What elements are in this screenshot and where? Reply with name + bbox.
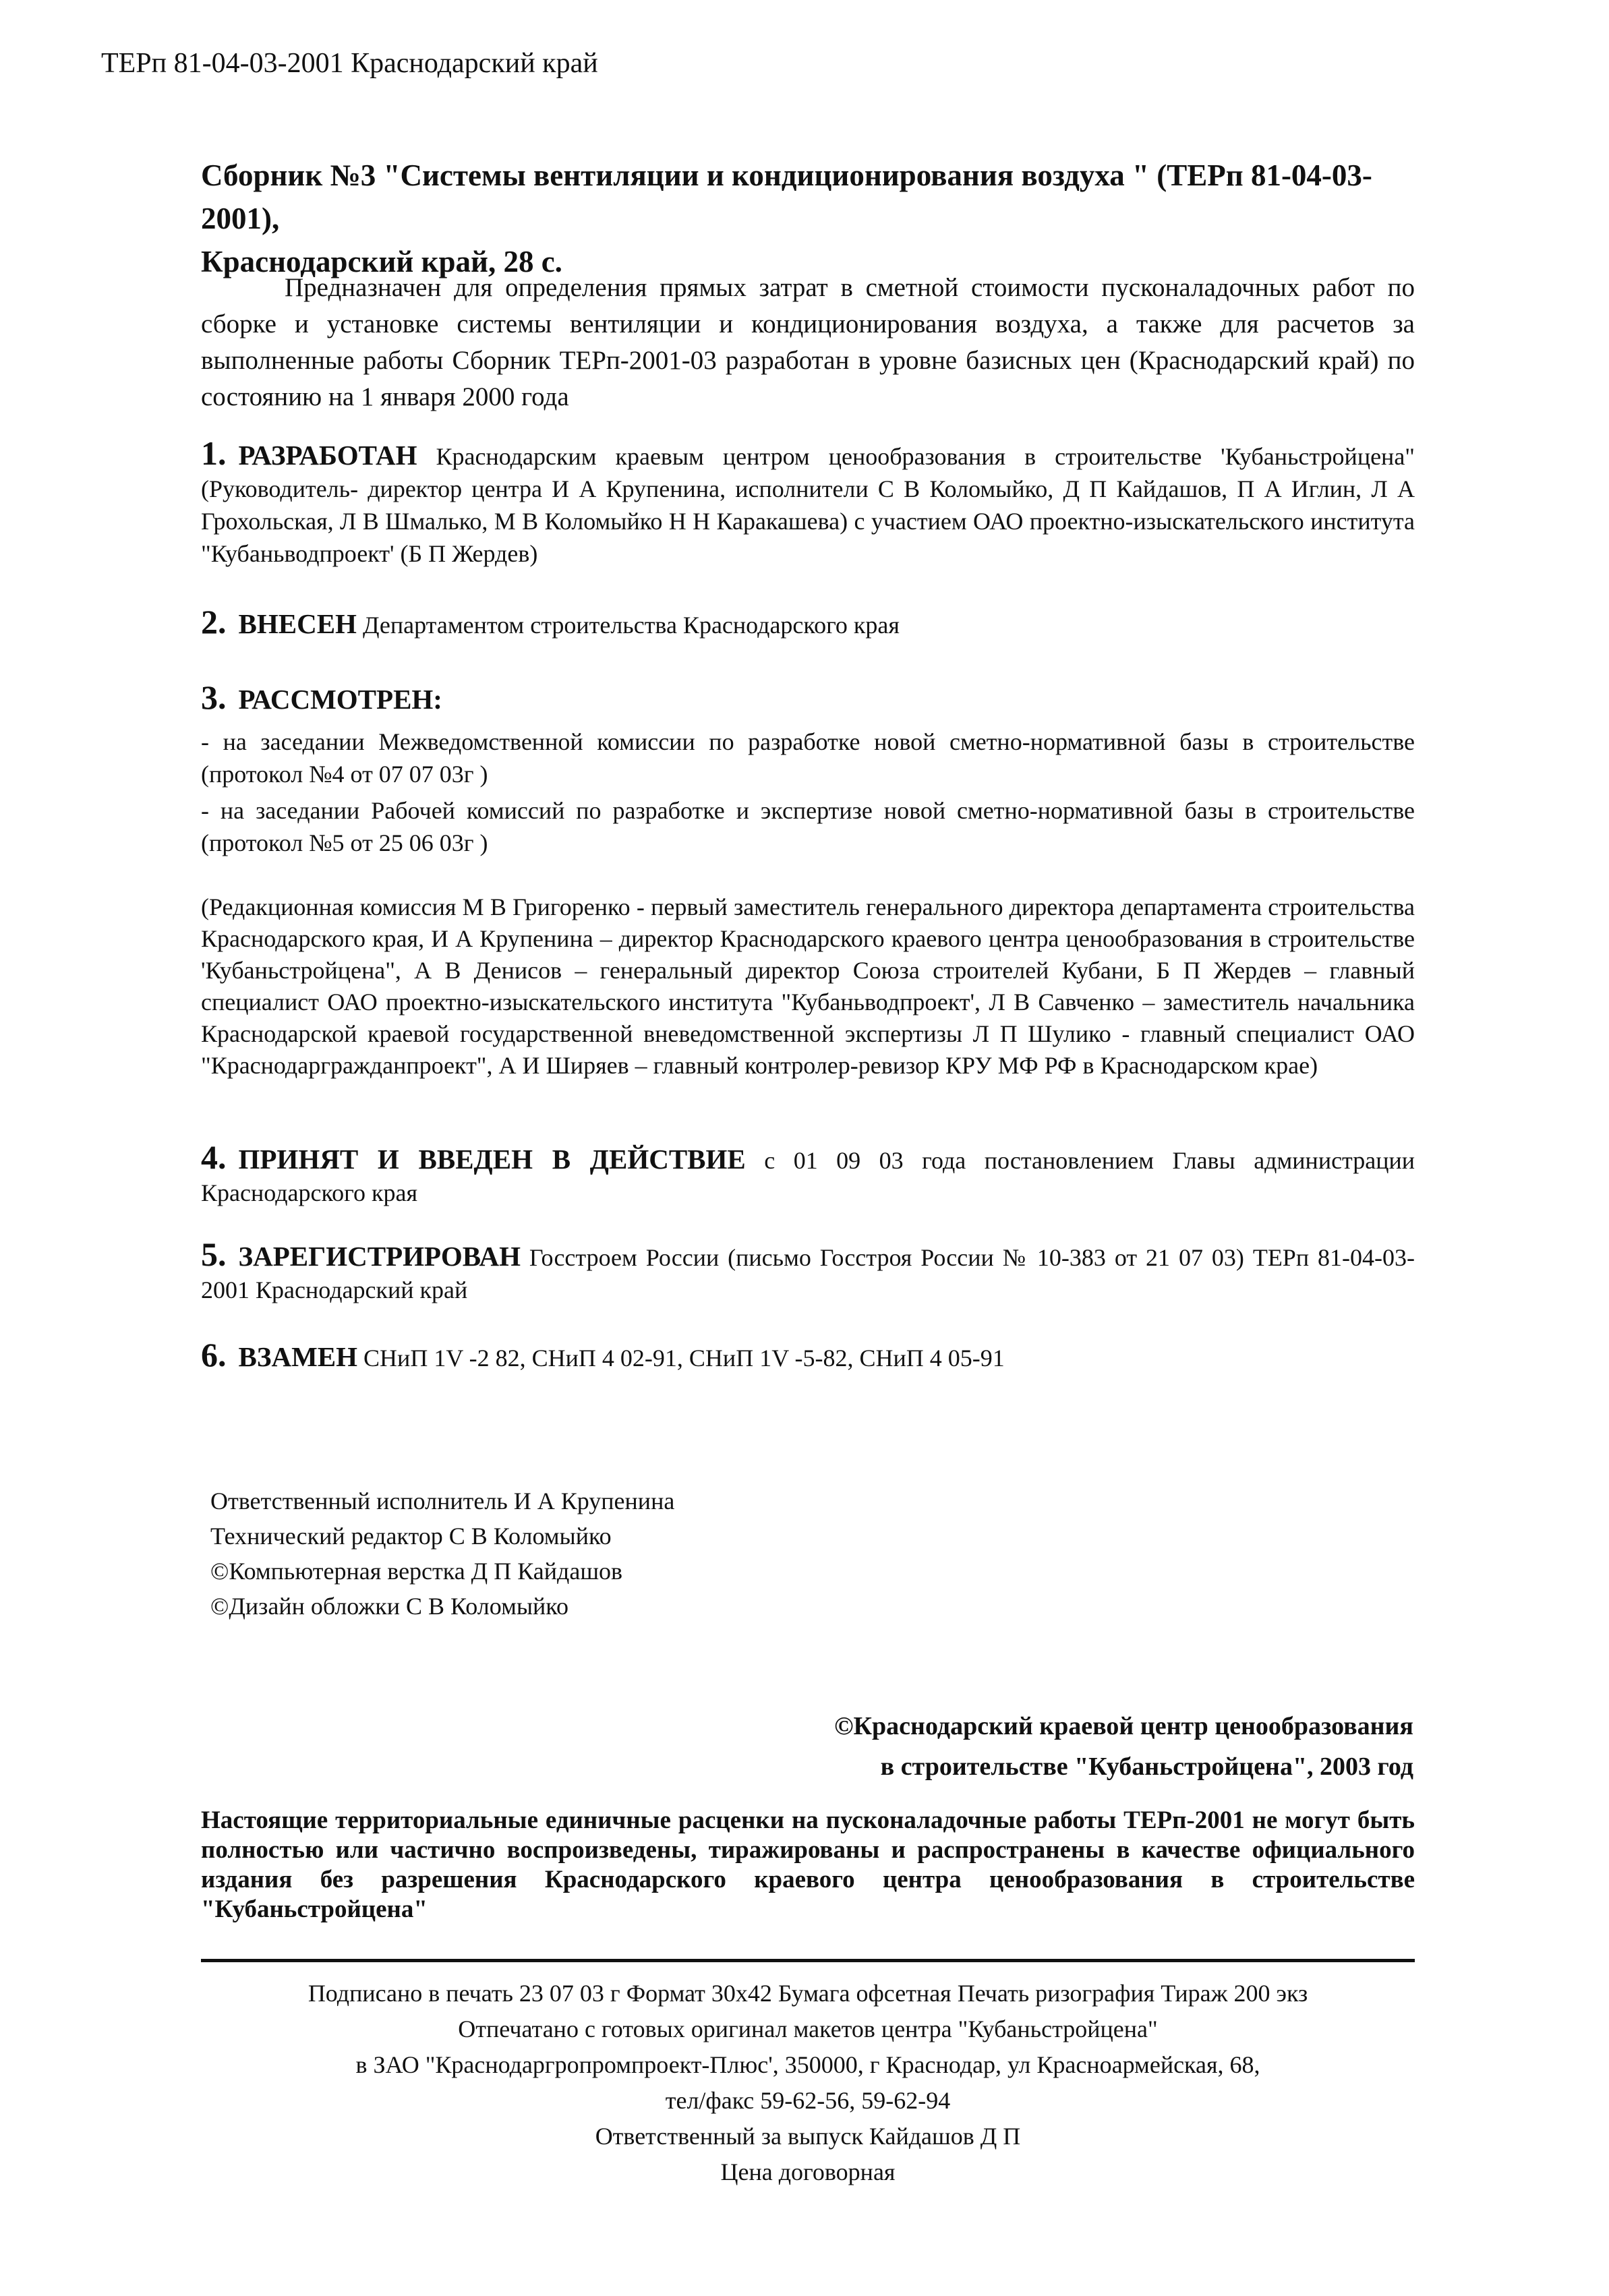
- section-keyword: РАССМОТРЕН:: [238, 684, 442, 715]
- section-text: Госстроем России (письмо Госстроя России № 10-383 от 21 07 03) ТЕРп 81-04-03-2001 Краснодарский край: [201, 1244, 1415, 1303]
- section-5: [201, 1235, 1415, 1306]
- section-number: 1.: [201, 434, 227, 472]
- credit-line: ©Компьютерная верстка Д П Кайдашов: [210, 1558, 623, 1585]
- imprint-line: тел/факс 59-62-56, 59-62-94: [665, 2087, 951, 2114]
- imprint-line: Подписано в печать 23 07 03 г Формат 30х42 Бумага офсетная Печать ризография Тираж 200 экз: [308, 1980, 1308, 2007]
- imprint-block: [201, 1976, 1415, 2190]
- review-item-2: - на заседании Рабочей комиссий по разработке и экспертизе новой сметно-нормативной базы в строительстве (протокол №5 от 25 06 03г ): [201, 797, 1415, 856]
- page-header: ТЕРп 81-04-03-2001 Краснодарский край: [101, 48, 598, 79]
- section-keyword: ПРИНЯТ И ВВЕДЕН В ДЕЙСТВИЕ: [238, 1144, 746, 1175]
- section-keyword: ВЗАМЕН: [238, 1341, 358, 1372]
- credit-line: Ответственный исполнитель И А Крупенина: [210, 1488, 675, 1514]
- section-number: 2.: [201, 603, 227, 641]
- section-keyword: ЗАРЕГИСТРИРОВАН: [238, 1241, 521, 1272]
- section-keyword: ВНЕСЕН: [238, 608, 357, 639]
- section-text: Департаментом строительства Краснодарского края: [356, 612, 900, 639]
- legal-notice: Настоящие территориальные единичные расценки на пусконаладочные работы ТЕРп-2001 не могут быть полностью или частично воспроизведены, тиражированы и распространены в качестве официального издания без разрешения Краснодарского краевого центра ценообразования в строительстве "Кубаньстройцена": [201, 1806, 1415, 1923]
- section-text: СНиП 1V -2 82, СНиП 4 02-91, СНиП 1V -5-82, СНиП 4 05-91: [357, 1345, 1005, 1372]
- imprint-line: Ответственный за выпуск Кайдашов Д П: [595, 2123, 1021, 2150]
- divider: [201, 1959, 1415, 1962]
- section-text: Краснодарским краевым центром ценообразования в строительстве 'Кубаньстройцена" (Руководитель- директор центра И А Крупенина, исполнители С В Коломыйко, Д П Кайдашов, П А Иглин, Л А Грохольская, Л В Шмалько, М В Коломыйко Н Н Каракашева) с участием ОАО проектно-изыскательского института "Кубаньводпроект' (Б П Жердев): [201, 443, 1415, 567]
- copyright-line-1: ©Краснодарский краевой центр ценообразования: [834, 1712, 1413, 1740]
- section-3: [201, 678, 1415, 717]
- imprint-line: Цена договорная: [720, 2158, 896, 2185]
- title-line-1: Сборник №3 "Системы вентиляции и кондиционирования воздуха " (ТЕРп 81-04-03-2001),: [201, 158, 1372, 235]
- copyright-block: [834, 1706, 1413, 1787]
- section-4: [201, 1138, 1415, 1209]
- editorial-commission-note: (Редакционная комиссия М В Григоренко - первый заместитель генерального директора департамента строительства Краснодарского края, И А Крупенина – директор Краснодарского краевого центра ценообразования в строительстве 'Кубаньстройцена", А В Денисов – генеральный директор Союза строителей Кубани, Б П Жердев – главный специалист ОАО проектно-изыскательского института "Кубаньводпроект', Л В Савченко – заместитель начальника Краснодарской краевой государственной вневедомственной экспертизы Л П Шулико - главный специалист ОАО "Краснодаргражданпроект", А И Ширяев – главный контролер-ревизор КРУ МФ РФ в Краснодарском крае): [201, 893, 1415, 1079]
- section-number: 4.: [201, 1138, 227, 1176]
- intro-paragraph: Предназначен для определения прямых затрат в сметной стоимости пусконаладочных работ по сборке и установке системы вентиляции и кондиционирования воздуха, а также для расчетов за выполненные работы Сборник ТЕРп-2001-03 разработан в уровне базисных цен (Краснодарский край) по состоянию на 1 января 2000 года: [201, 273, 1415, 411]
- section-2: [201, 603, 1415, 641]
- document-title: [201, 154, 1415, 283]
- section-text: с 01 09 03 года постановлением Главы администрации Краснодарского края: [201, 1147, 1415, 1206]
- title-line-2: Краснодарский край, 28 с.: [201, 245, 562, 278]
- credit-line: ©Дизайн обложки С В Коломыйко: [210, 1593, 568, 1620]
- section-keyword: РАЗРАБОТАН: [238, 440, 417, 471]
- section-number: 5.: [201, 1235, 227, 1273]
- copyright-line-2: в строительстве "Кубаньстройцена", 2003 год: [880, 1753, 1413, 1781]
- section-1: [201, 434, 1415, 570]
- credits-block: [210, 1483, 674, 1624]
- section-6: [201, 1338, 1415, 1374]
- review-item-1: - на заседании Межведомственной комиссии по разработке новой сметно-нормативной базы в строительстве (протокол №4 от 07 07 03г ): [201, 728, 1415, 788]
- section-number: 3.: [201, 678, 227, 716]
- imprint-line: в ЗАО "Краснодаргропромпроект-Плюс', 350000, г Краснодар, ул Красноармейская, 68,: [355, 2051, 1260, 2078]
- section-number: 6.: [201, 1336, 227, 1374]
- credit-line: Технический редактор С В Коломыйко: [210, 1523, 612, 1550]
- imprint-line: Отпечатано с готовых оригинал макетов центра "Кубаньстройцена": [458, 2015, 1158, 2042]
